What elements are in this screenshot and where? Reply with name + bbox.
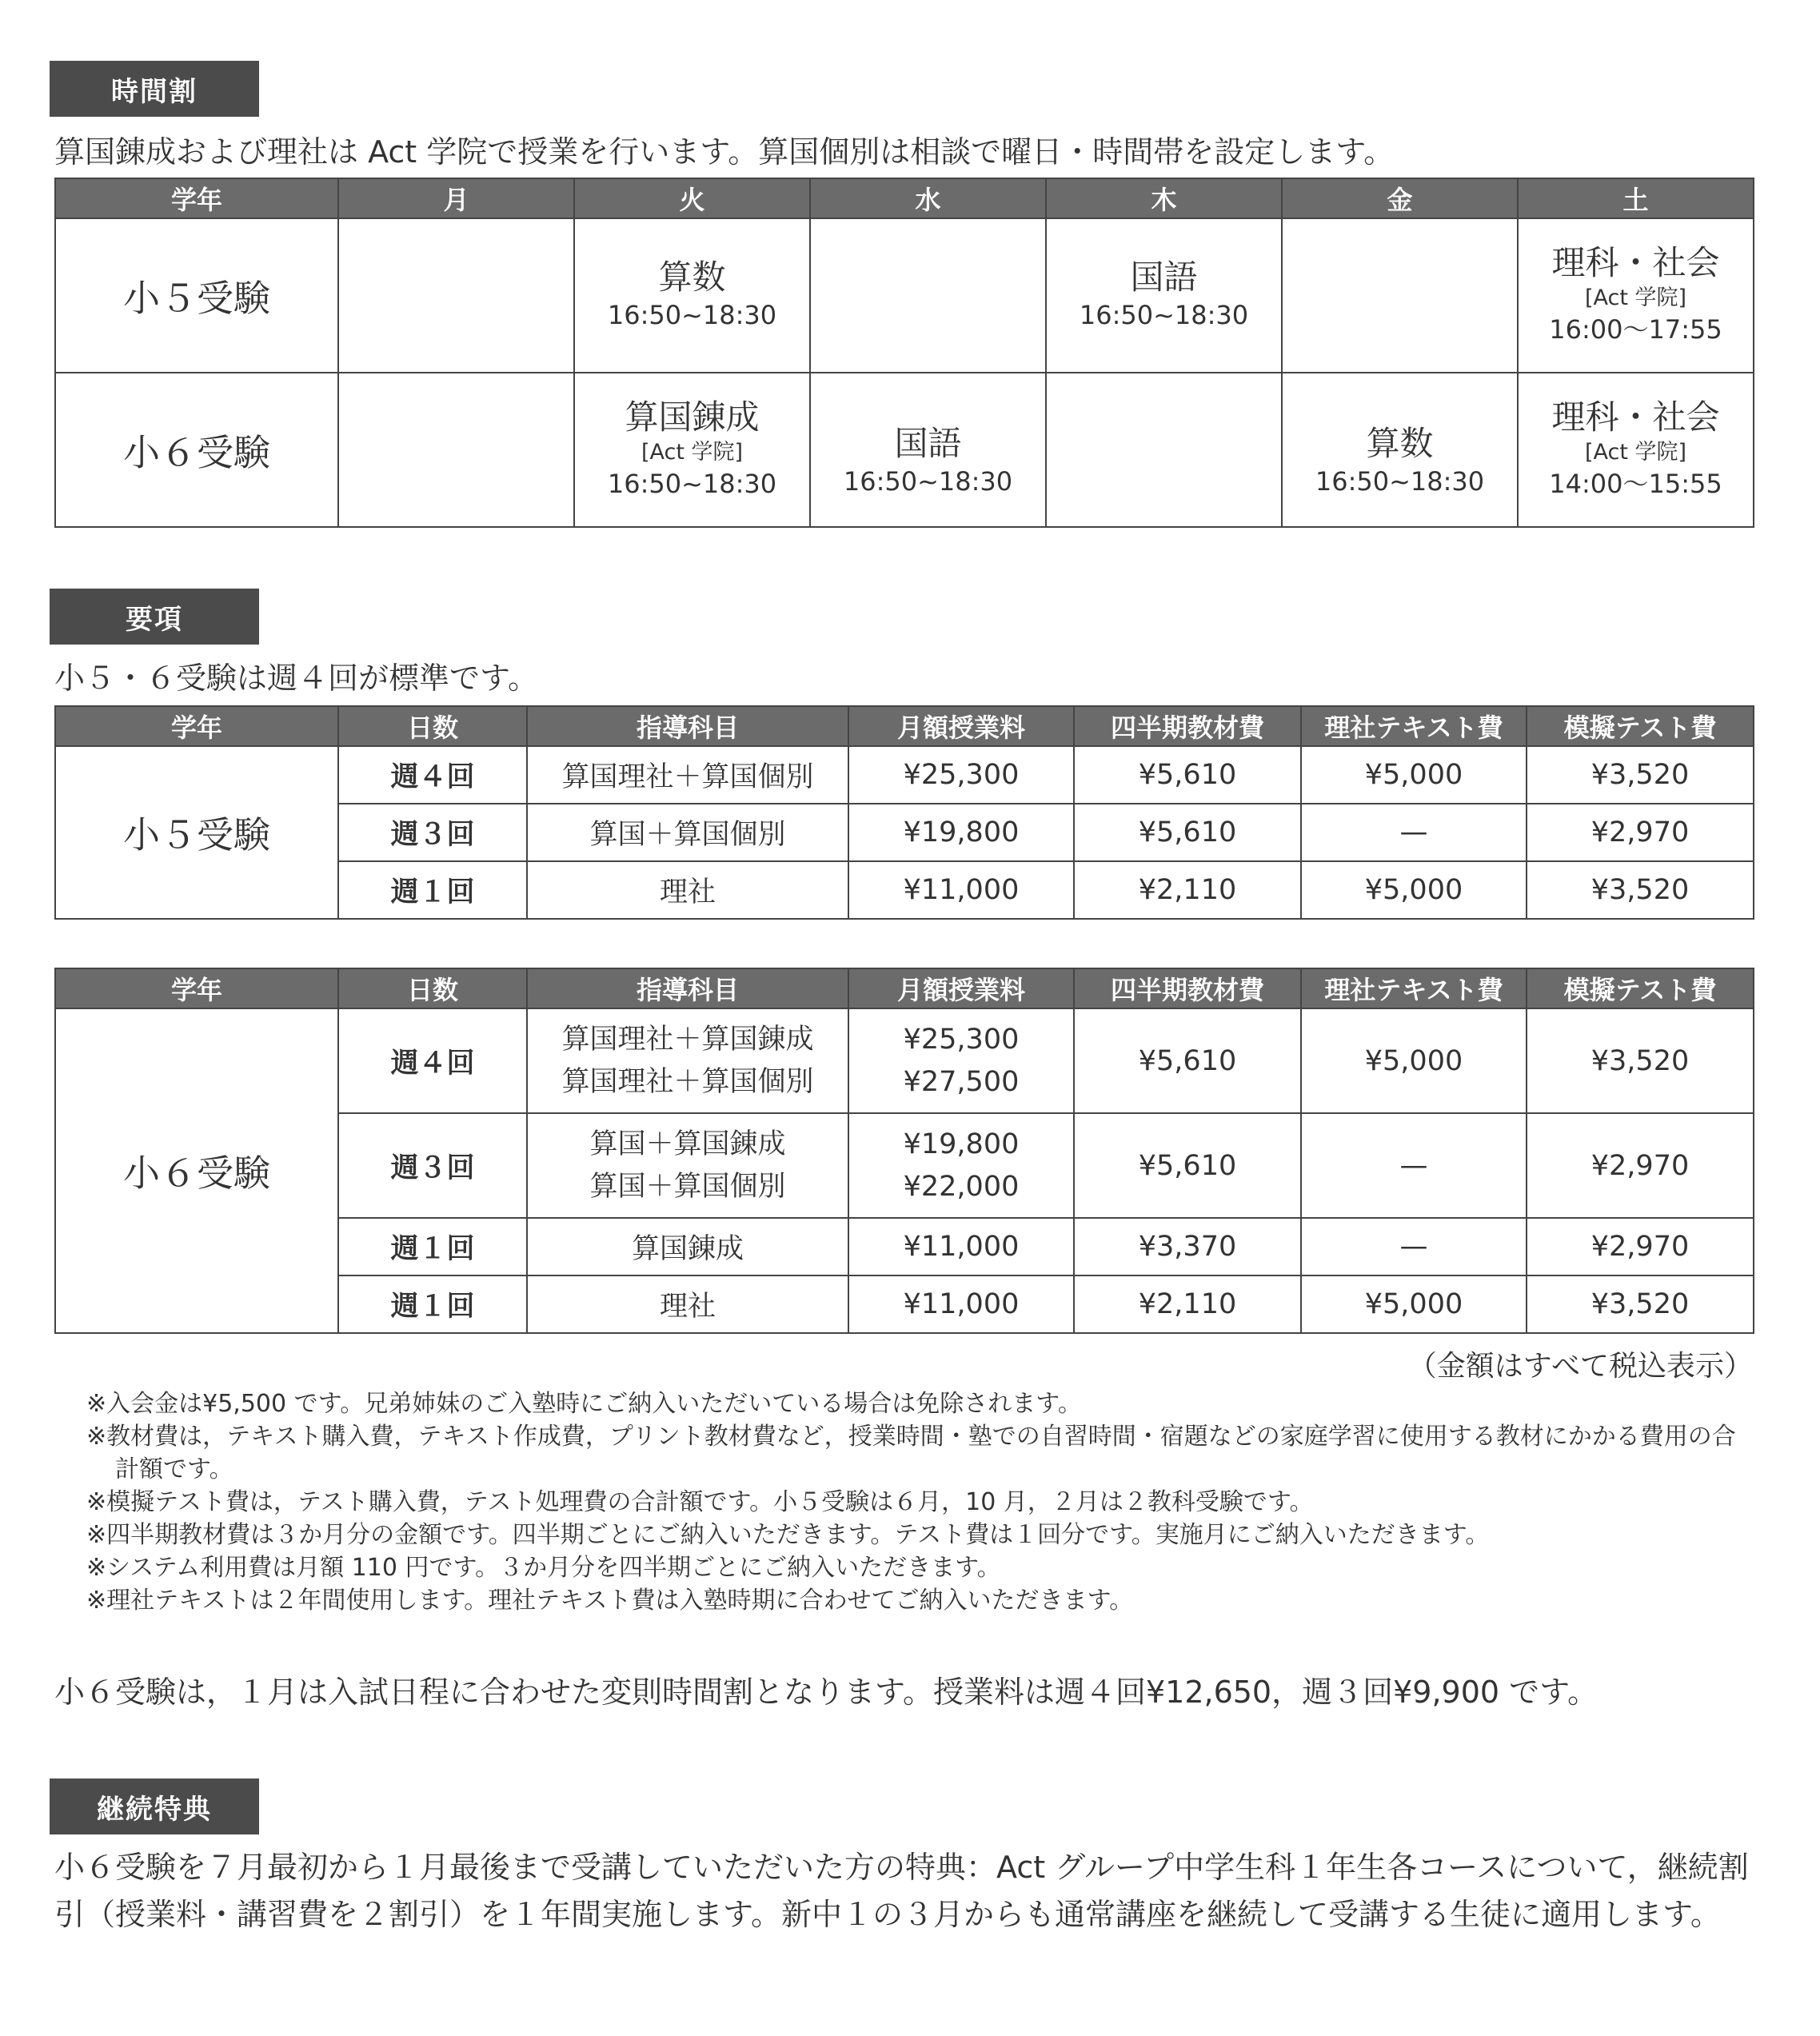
text-fee-cell: ¥5,000	[1301, 1008, 1527, 1113]
fee-header-cell: 指導科目	[527, 968, 848, 1008]
mock-test-fee-cell: ¥3,520	[1527, 1275, 1754, 1333]
table-row	[55, 1008, 1754, 1113]
timetable-cell	[810, 373, 1046, 527]
subject-line: 算国＋算国個別	[589, 1170, 786, 1203]
timetable-header-cell: 水	[810, 178, 1046, 218]
fee-header-cell: 四半期教材費	[1074, 968, 1301, 1008]
class-subject: 算国錬成	[625, 397, 760, 437]
timetable-header-cell: 学年	[55, 178, 338, 218]
subject-cell: 算国＋算国個別	[527, 804, 848, 861]
mock-test-fee-cell: ¥3,520	[1527, 1008, 1754, 1113]
material-fee-cell: ¥2,110	[1074, 1275, 1301, 1333]
fee-header-cell: 月額授業料	[848, 706, 1074, 746]
class-time: 16:50~18:30	[1315, 466, 1485, 497]
subject-cell: 算国錬成	[527, 1218, 848, 1275]
fee-header-cell: 学年	[55, 706, 338, 746]
class-time: 16:50~18:30	[843, 466, 1013, 497]
footnotes	[86, 1387, 1750, 1617]
mock-test-fee-cell: ¥3,520	[1527, 861, 1754, 919]
grade-cell: 小５受験	[55, 218, 338, 373]
fee-header-cell: 日数	[338, 706, 527, 746]
timetable-header-cell: 火	[574, 178, 810, 218]
fee-header-cell: 理社テキスト費	[1301, 968, 1527, 1008]
section-header-timetable: 時間割	[50, 61, 259, 117]
text-fee-cell: ¥5,000	[1301, 746, 1527, 804]
material-fee-cell: ¥5,610	[1074, 746, 1301, 804]
class-time: 16:50~18:30	[607, 300, 777, 331]
timetable-cell	[574, 373, 810, 527]
days-cell: 週３回	[338, 1113, 527, 1218]
timetable-cell-empty	[338, 218, 574, 373]
footnote: ※四半期教材費は３か月分の金額です。四半期ごとにご納入いただきます。テスト費は１回分です。実施月にご納入いただきます。	[86, 1521, 1490, 1549]
subject-cell	[527, 1008, 848, 1113]
class-place: [Act 学院]	[641, 439, 744, 465]
class-subject: 国語	[1130, 257, 1198, 297]
class-subject: 算数	[1366, 423, 1434, 463]
material-fee-cell: ¥5,610	[1074, 1008, 1301, 1113]
class-subject: 理科・社会	[1551, 243, 1720, 283]
material-fee-cell: ¥3,370	[1074, 1218, 1301, 1275]
tuition-cell: ¥19,800	[848, 804, 1074, 861]
days-cell: 週１回	[338, 1218, 527, 1275]
subject-line: 算国理社＋算国個別	[561, 1065, 814, 1098]
tuition-line: ¥22,000	[903, 1170, 1020, 1203]
class-place: [Act 学院]	[1584, 439, 1687, 465]
timetable-cell-empty	[1046, 373, 1282, 527]
grade-cell: 小６受験	[55, 373, 338, 527]
subject-cell: 理社	[527, 1275, 848, 1333]
tuition-line: ¥25,300	[903, 1024, 1020, 1056]
timetable-cell	[574, 218, 810, 373]
days-cell: 週４回	[338, 746, 527, 804]
timetable-cell-empty	[810, 218, 1046, 373]
tuition-cell	[848, 1113, 1074, 1218]
material-fee-cell: ¥2,110	[1074, 861, 1301, 919]
days-cell: 週４回	[338, 1008, 527, 1113]
tuition-cell: ¥11,000	[848, 861, 1074, 919]
fee-table-grade5	[54, 705, 1754, 920]
tuition-cell: ¥25,300	[848, 746, 1074, 804]
class-place: [Act 学院]	[1584, 285, 1687, 310]
footnote: ※教材費は，テキスト購入費，テキスト作成費，プリント教材費など，授業時間・塾での自習時間・宿題などの家庭学習に使用する教材にかかる費用の合計額です。	[86, 1423, 1736, 1483]
mock-test-fee-cell: ¥2,970	[1527, 1113, 1754, 1218]
tuition-line: ¥27,500	[903, 1065, 1020, 1098]
subject-cell: 理社	[527, 861, 848, 919]
class-subject: 理科・社会	[1551, 397, 1720, 437]
text-fee-cell: —	[1301, 1218, 1527, 1275]
class-time: 16:00〜17:55	[1549, 313, 1722, 345]
timetable-header-row	[55, 178, 1754, 218]
tuition-cell	[848, 1008, 1074, 1113]
fee-header-cell: 模擬テスト費	[1527, 968, 1754, 1008]
tuition-line: ¥19,800	[903, 1128, 1020, 1160]
mock-test-fee-cell: ¥2,970	[1527, 804, 1754, 861]
fee-header-cell: 学年	[55, 968, 338, 1008]
timetable-header-cell: 土	[1518, 178, 1754, 218]
days-cell: 週３回	[338, 804, 527, 861]
class-time: 16:50~18:30	[1079, 300, 1249, 331]
fee-header-row	[55, 968, 1754, 1008]
days-cell: 週１回	[338, 861, 527, 919]
tax-note: （金額はすべて税込表示）	[1407, 1350, 1753, 1383]
fee-table-grade6	[54, 968, 1754, 1334]
section-header-guidelines: 要項	[50, 589, 259, 645]
footnote: ※システム利用費は月額 110 円です。３か月分を四半期ごとにご納入いただきます。	[86, 1554, 1001, 1582]
days-cell: 週１回	[338, 1275, 527, 1333]
footnote: ※入会金は¥5,500 です。兄弟姉妹のご入塾時にご納入いただいている場合は免除されます。	[86, 1390, 1082, 1418]
text-fee-cell: ¥5,000	[1301, 1275, 1527, 1333]
timetable-intro: 算国錬成および理社は Act 学院で授業を行います。算国個別は相談で曜日・時間帯を設定します。	[54, 134, 1395, 170]
timetable-cell-empty	[1282, 218, 1518, 373]
timetable	[54, 178, 1754, 528]
mock-test-fee-cell: ¥3,520	[1527, 746, 1754, 804]
timetable-cell-empty	[338, 373, 574, 527]
subject-line: 算国＋算国錬成	[589, 1128, 786, 1160]
text-fee-cell: ¥5,000	[1301, 861, 1527, 919]
grade-cell: 小５受験	[55, 746, 338, 919]
grade-cell: 小６受験	[55, 1008, 338, 1333]
subject-cell: 算国理社＋算国個別	[527, 746, 848, 804]
section-header-continuation: 継続特典	[50, 1779, 259, 1834]
tuition-cell: ¥11,000	[848, 1218, 1074, 1275]
class-subject: 算数	[658, 257, 726, 297]
guidelines-intro: 小５・６受験は週４回が標準です。	[54, 661, 538, 696]
table-row	[55, 218, 1754, 373]
mock-test-fee-cell: ¥2,970	[1527, 1218, 1754, 1275]
tuition-cell: ¥11,000	[848, 1275, 1074, 1333]
fee-header-cell: 月額授業料	[848, 968, 1074, 1008]
text-fee-cell: —	[1301, 804, 1527, 861]
timetable-cell	[1518, 218, 1754, 373]
timetable-header-cell: 木	[1046, 178, 1282, 218]
class-time: 14:00〜15:55	[1549, 468, 1722, 499]
material-fee-cell: ¥5,610	[1074, 804, 1301, 861]
timetable-header-cell: 金	[1282, 178, 1518, 218]
fee-header-row	[55, 706, 1754, 746]
continuation-body: 小６受験を７月最初から１月最後まで受講していただいた方の特典：Act グループ中学生科１年生各コースについて，継続割引（授業料・講習費を２割引）を１年間実施します。新中１の３月からも通常講座を継続して受講する生徒に適用します。	[54, 1850, 1749, 1932]
fee-header-cell: 指導科目	[527, 706, 848, 746]
table-row	[55, 746, 1754, 804]
footnote: ※理社テキストは２年間使用します。理社テキスト費は入塾時期に合わせてご納入いただきます。	[86, 1587, 1134, 1615]
class-time: 16:50~18:30	[607, 468, 777, 499]
footnote: ※模擬テスト費は，テスト購入費，テスト処理費の合計額です。小５受験は６月，10 月，２月は２教科受験です。	[86, 1488, 1314, 1516]
fee-header-cell: 四半期教材費	[1074, 706, 1301, 746]
class-subject: 国語	[894, 423, 962, 463]
table-row	[55, 373, 1754, 527]
timetable-header-cell: 月	[338, 178, 574, 218]
fee-header-cell: 日数	[338, 968, 527, 1008]
material-fee-cell: ¥5,610	[1074, 1113, 1301, 1218]
text-fee-cell: —	[1301, 1113, 1527, 1218]
fee-header-cell: 模擬テスト費	[1527, 706, 1754, 746]
timetable-cell	[1046, 218, 1282, 373]
january-note: 小６受験は，１月は入試日程に合わせた変則時間割となります。授業料は週４回¥12,650，週３回¥9,900 です。	[54, 1675, 1598, 1710]
timetable-cell	[1282, 373, 1518, 527]
fee-header-cell: 理社テキスト費	[1301, 706, 1527, 746]
subject-line: 算国理社＋算国錬成	[561, 1024, 814, 1056]
subject-cell	[527, 1113, 848, 1218]
timetable-cell	[1518, 373, 1754, 527]
